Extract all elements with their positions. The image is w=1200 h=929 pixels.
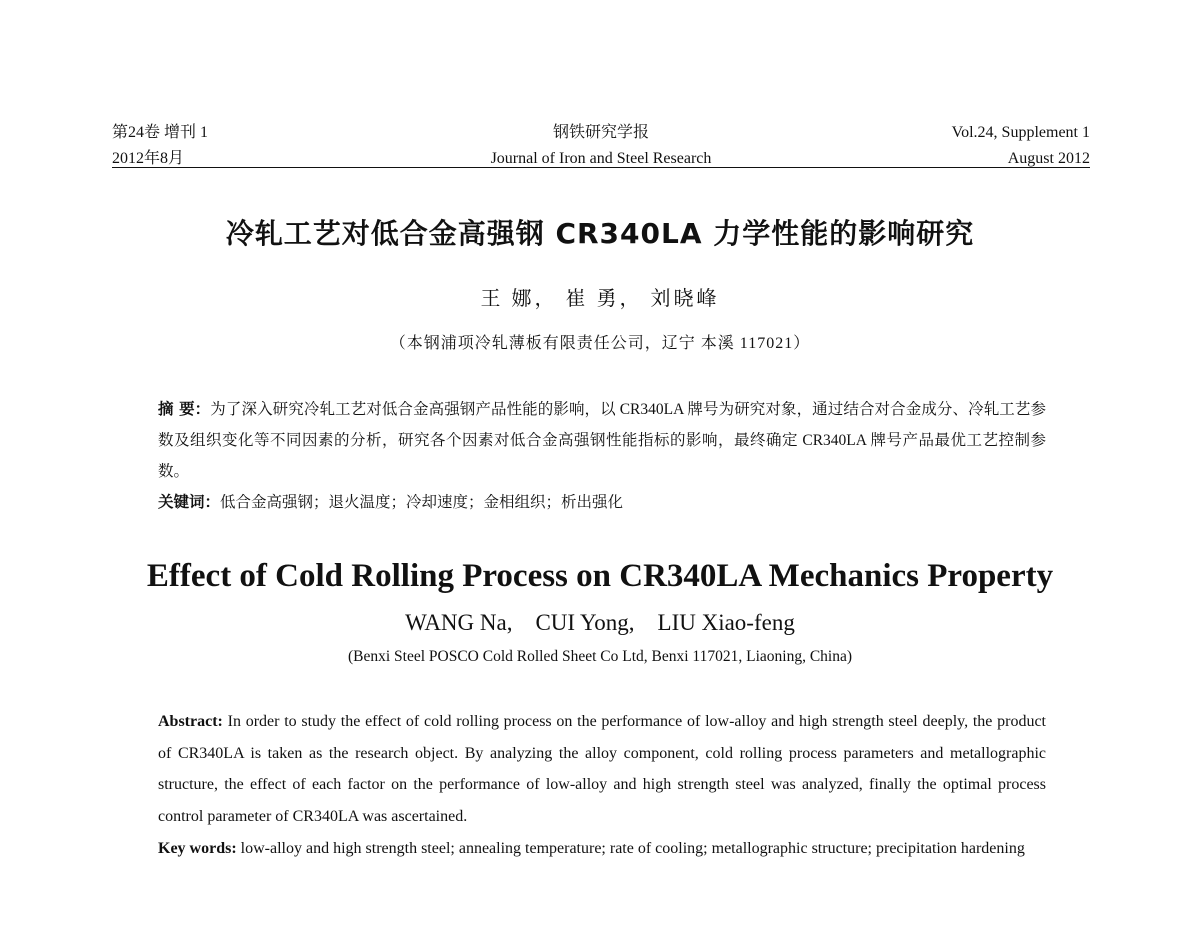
en-abstract-label: Abstract: [158, 713, 223, 730]
en-abstract-text: In order to study the effect of cold rolling process on the performance of low-alloy and high strength steel deeply, the product of CR340LA is taken as the research object. By analyzing the alloy component, cold rolling process parameters and metallographic structure, the effect of each factor on the performance of low-alloy and high strength steel was analyzed, finally the optimal process control parameter of CR340LA was ascertained. [158, 713, 1047, 825]
date-en: August 2012 [1007, 150, 1090, 167]
en-abstract [158, 706, 1046, 832]
cn-authors: 王 娜， 崔 勇， 刘晓峰 [480, 288, 720, 310]
header-row-2 [112, 146, 1090, 172]
cn-abstract [158, 394, 1046, 487]
en-authors: WANG Na, CUI Yong, LIU Xiao-feng [405, 610, 795, 635]
en-keywords [158, 833, 1046, 865]
journal-en: Journal of Iron and Steel Research [490, 150, 712, 167]
cn-keywords-text: 低合金高强钢；退火温度；冷却速度；金相组织；析出强化 [220, 494, 624, 511]
journal-cn: 钢铁研究学报 [552, 124, 649, 141]
cn-keywords-label: 关键词： [158, 493, 221, 511]
header-rule [112, 167, 1090, 168]
running-header [112, 120, 1090, 172]
date-cn: 2012年8月 [112, 150, 185, 167]
cn-keywords [158, 487, 1046, 518]
header-row-1 [112, 120, 1090, 146]
en-keywords-text: low-alloy and high strength steel; annealing temperature; rate of cooling; metallographic structure; precipitation hardening [240, 840, 1025, 857]
cn-affiliation: （本钢浦项冷轧薄板有限责任公司，辽宁 本溪 117021） [389, 335, 811, 352]
cn-abstract-text: 为了深入研究冷轧工艺对低合金高强钢产品性能的影响，以 CR340LA 牌号为研究对象，通过结合对合金成分、冷轧工艺参数及组织变化等不同因素的分析，研究各个因素对低合金高强钢性能指标的影响，最终确定 CR340LA 牌号产品最优工艺控制参数。 [158, 401, 1046, 480]
cn-title: 冷轧工艺对低合金高强钢 CR340LA 力学性能的影响研究 [225, 217, 975, 250]
en-keywords-label: Key words: [158, 840, 237, 857]
volume-en: Vol.24, Supplement 1 [951, 124, 1090, 141]
en-title: Effect of Cold Rolling Process on CR340LA Mechanics Property [146, 558, 1054, 594]
cn-abstract-label: 摘 要： [158, 400, 211, 418]
en-affiliation: (Benxi Steel POSCO Cold Rolled Sheet Co Ltd, Benxi 117021, Liaoning, China) [347, 648, 852, 665]
volume-cn: 第24卷 增刊 1 [112, 124, 209, 141]
